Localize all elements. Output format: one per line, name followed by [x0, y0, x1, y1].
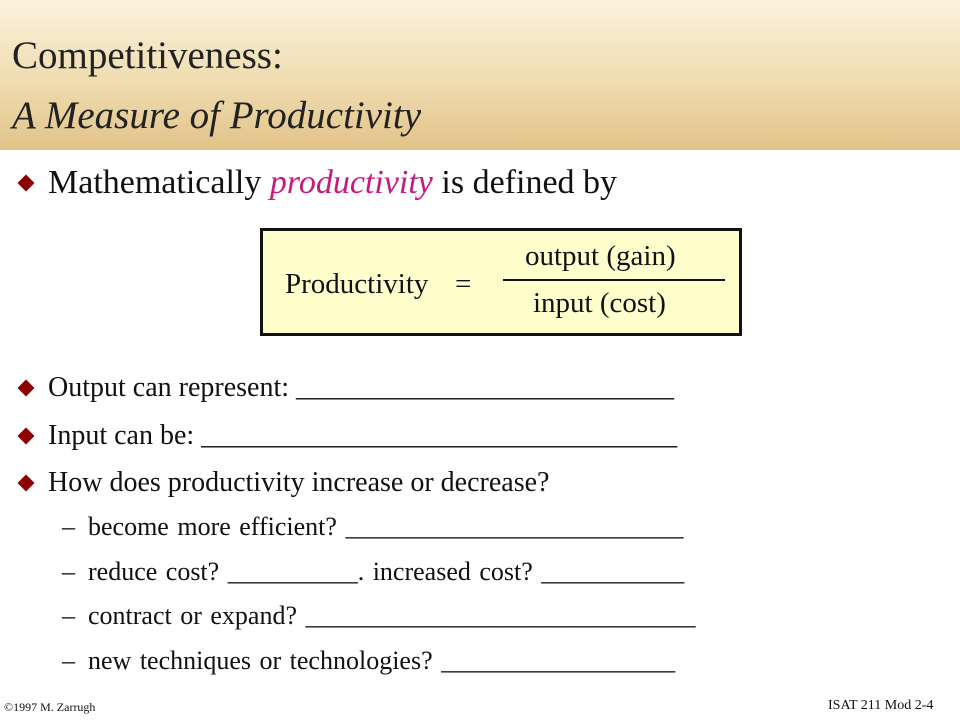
- course-footer: ISAT 211 Mod 2-4: [828, 698, 934, 713]
- main-bullet-emphasis: productivity: [269, 164, 433, 201]
- formula-numerator: output (gain): [525, 240, 676, 272]
- productivity-formula-box: [260, 228, 742, 336]
- sub-item-efficient: [62, 512, 683, 542]
- formula-equals: =: [455, 268, 472, 300]
- bullet-productivity-question: How does productivity increase or decrease?: [48, 467, 550, 498]
- bullet-diamond-icon: [18, 380, 35, 397]
- formula-lhs: Productivity: [285, 268, 429, 300]
- bullet-input: Input can be: __________________________________: [48, 420, 678, 451]
- sub-item-text: reduce cost? __________. increased cost? ___________: [88, 557, 685, 586]
- formula-denominator: input (cost): [533, 287, 666, 319]
- sub-item-cost: [62, 557, 684, 587]
- sub-item-contract: [62, 601, 696, 631]
- sub-item-text: contract or expand? ______________________________: [88, 601, 696, 630]
- bullet-diamond-icon: [18, 475, 35, 492]
- fraction-bar: [503, 279, 725, 281]
- sub-item-text: new techniques or technologies? __________________: [88, 646, 676, 675]
- title-band: [0, 0, 960, 150]
- bullet-output: Output can represent: ___________________________: [48, 372, 675, 403]
- dash-marker: –: [62, 646, 75, 675]
- copyright-footer: ©1997 M. Zarrugh: [4, 700, 96, 714]
- sub-item-text: become more efficient? __________________________: [88, 512, 684, 541]
- slide-title: Competitiveness:: [12, 34, 283, 77]
- sub-item-techniques: [62, 646, 675, 676]
- main-bullet-text: [48, 163, 617, 203]
- bullet-diamond-icon: [18, 428, 35, 445]
- slide-subtitle: A Measure of Productivity: [12, 94, 422, 137]
- dash-marker: –: [62, 512, 75, 541]
- dash-marker: –: [62, 601, 75, 630]
- main-bullet-before: Mathematically: [48, 164, 270, 201]
- dash-marker: –: [62, 557, 75, 586]
- bullet-diamond-icon: [18, 175, 35, 192]
- main-bullet-after: is defined by: [432, 164, 618, 201]
